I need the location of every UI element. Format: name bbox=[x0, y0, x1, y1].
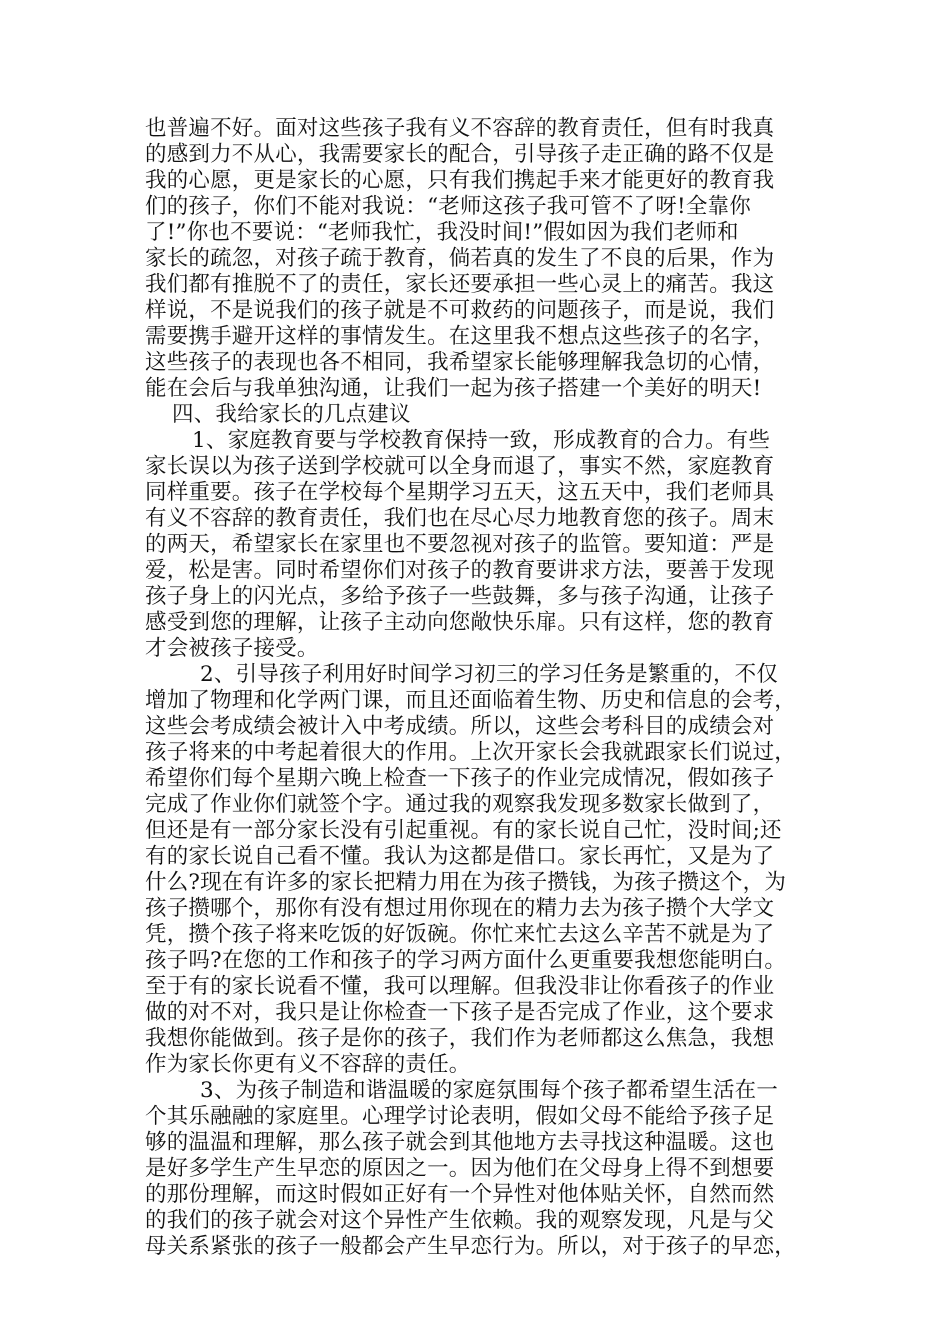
paragraph-start-line: 1、家庭教育要与学校教育保持一致，形成教育的合力。有些 bbox=[192, 428, 771, 453]
text-line: 我的心愿，更是家长的心愿，只有我们携起手来才能更好的教育我 bbox=[145, 168, 775, 193]
text-line: 希望你们每个星期六晚上检查一下孩子的作业完成情况，假如孩子 bbox=[145, 766, 775, 791]
text-line: 的那份理解，而这时假如正好有一个异性对他体贴关怀，自然而然 bbox=[145, 1182, 775, 1207]
text-line: 有义不容辞的教育责任，我们也在尽心尽力地教育您的孩子。周末 bbox=[145, 506, 775, 531]
text-line: 能在会后与我单独沟通，让我们一起为孩子搭建一个美好的明天! bbox=[145, 376, 762, 401]
text-line: 需要携手避开这样的事情发生。在这里我不想点这些孩子的名字， bbox=[145, 324, 775, 349]
text-line: 至于有的家长说看不懂，我可以理解。但我没非让你看孩子的作业 bbox=[145, 974, 775, 999]
text-line: 个其乐融融的家庭里。心理学讨论表明，假如父母不能给予孩子足 bbox=[145, 1104, 775, 1129]
text-line: 的两天，希望家长在家里也不要忽视对孩子的监管。要知道：严是 bbox=[145, 532, 775, 557]
text-line: 这些孩子的表现也各不相同，我希望家长能够理解我急切的心情， bbox=[145, 350, 775, 375]
text-line: 这些会考成绩会被计入中考成绩。所以，这些会考科目的成绩会对 bbox=[145, 714, 775, 739]
text-line: 也普遍不好。面对这些孩子我有义不容辞的教育责任，但有时我真 bbox=[145, 116, 775, 141]
section-heading: 四、我给家长的几点建议 bbox=[172, 402, 411, 427]
text-line: 凭，攒个孩子将来吃饭的好饭碗。你忙来忙去这么辛苦不就是为了 bbox=[145, 922, 775, 947]
text-line: 孩子将来的中考起着很大的作用。上次开家长会我就跟家长们说过， bbox=[145, 740, 797, 765]
text-line: 家长的疏忽，对孩子疏于教育，倘若真的发生了不良的后果，作为 bbox=[145, 246, 775, 271]
text-line: 什么?现在有许多的家长把精力用在为孩子攒钱，为孩子攒这个，为 bbox=[145, 870, 787, 895]
paragraph-start-line: 3、为孩子制造和谐温暖的家庭氛围每个孩子都希望生活在一 bbox=[200, 1078, 779, 1103]
text-line: 是好多学生产生早恋的原因之一。因为他们在父母身上得不到想要 bbox=[145, 1156, 775, 1181]
text-line: 完成了作业你们就签个字。通过我的观察我发现多数家长做到了， bbox=[145, 792, 775, 817]
text-line: 我想你能做到。孩子是你的孩子，我们作为老师都这么焦急，我想 bbox=[145, 1026, 775, 1051]
text-line: 孩子身上的闪光点，多给予孩子一些鼓舞，多与孩子沟通，让孩子 bbox=[145, 584, 775, 609]
text-line: 做的对不对，我只是让你检查一下孩子是否完成了作业，这个要求 bbox=[145, 1000, 775, 1025]
text-line: 家长误以为孩子送到学校就可以全身而退了，事实不然，家庭教育 bbox=[145, 454, 775, 479]
text-line: 孩子吗?在您的工作和孩子的学习两方面什么更重要我想您能明白。 bbox=[145, 948, 787, 973]
text-line: 有的家长说自己看不懂。我认为这都是借口。家长再忙，又是为了 bbox=[145, 844, 775, 869]
text-line: 同样重要。孩子在学校每个星期学习五天，这五天中，我们老师具 bbox=[145, 480, 775, 505]
paragraph-start-line: 2、引导孩子利用好时间学习初三的学习任务是繁重的，不仅 bbox=[200, 662, 779, 687]
text-line: 作为家长你更有义不容辞的责任。 bbox=[145, 1052, 471, 1077]
text-line: 样说，不是说我们的孩子就是不可救药的问题孩子，而是说，我们 bbox=[145, 298, 775, 323]
text-line: 增加了物理和化学两门课，而且还面临着生物、历史和信息的会考， bbox=[145, 688, 797, 713]
text-line: 们的孩子，你们不能对我说：“老师这孩子我可管不了呀!全靠你 bbox=[145, 194, 751, 219]
text-line: 了!”你也不要说：“老师我忙，我没时间!”假如因为我们老师和 bbox=[145, 220, 739, 245]
text-line: 但还是有一部分家长没有引起重视。有的家长说自己忙，没时间;还 bbox=[145, 818, 782, 843]
text-line: 才会被孩子接受。 bbox=[145, 636, 319, 661]
text-line: 母关系紧张的孩子一般都会产生早恋行为。所以，对于孩子的早恋， bbox=[145, 1234, 797, 1259]
text-line: 我们都有推脱不了的责任，家长还要承担一些心灵上的痛苦。我这 bbox=[145, 272, 775, 297]
text-line: 感受到您的理解，让孩子主动向您敞快乐扉。只有这样，您的教育 bbox=[145, 610, 775, 635]
text-line: 的我们的孩子就会对这个异性产生依赖。我的观察发现，凡是与父 bbox=[145, 1208, 775, 1233]
body-text bbox=[145, 116, 807, 1260]
text-line: 的感到力不从心，我需要家长的配合，引导孩子走正确的路不仅是 bbox=[145, 142, 775, 167]
text-line: 够的温温和理解，那么孩子就会到其他地方去寻找这种温暖。这也 bbox=[145, 1130, 775, 1155]
text-line: 爱，松是害。同时希望你们对孩子的教育要讲求方法，要善于发现 bbox=[145, 558, 775, 583]
text-line: 孩子攒哪个，那你有没有想过用你现在的精力去为孩子攒个大学文 bbox=[145, 896, 775, 921]
